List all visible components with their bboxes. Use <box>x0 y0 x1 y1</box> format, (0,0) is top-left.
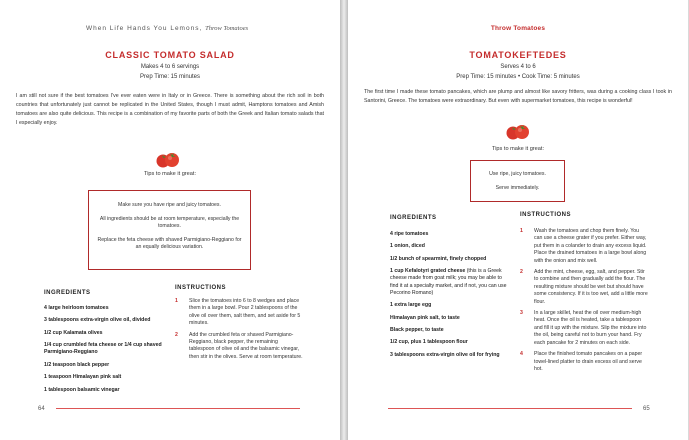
footer-rule <box>56 408 300 409</box>
servings: Makes 4 to 6 servings <box>140 64 200 70</box>
instruction-step: 2 Add the crumbled feta or shaved Parmigiano-Reggiano, black pepper, the remaining tablespoon of olive oil and the balsamic vinegar, then stir in the olives. Serve at room temperature. <box>175 331 303 360</box>
tips-label: Tips to make it great: <box>143 171 197 177</box>
running-head: Throw Tomatoes <box>490 25 546 32</box>
intro-paragraph: I am still not sure if the best tomatoes I've ever eaten were in Italy or in Greece. There is something about the rich soil in both countries that unfortunately just cannot be replicated in the United States, though I must admit, Hamptons tomatoes and Amish tomatoes are also quite delicious. This recipe is a combination of my favorite parts of both the Greek and Italian tomato salads that I especially enjoy. <box>16 93 324 126</box>
ingredient-item: 1/2 cup Kalamata olives <box>44 329 103 336</box>
instructions-list <box>520 228 648 377</box>
instructions-heading: INSTRUCTIONS <box>520 212 571 218</box>
tip-item: Use ripe, juicy tomatoes. <box>489 171 546 177</box>
running-head <box>86 25 248 32</box>
left-page <box>0 0 340 440</box>
recipe-title: TOMATOKEFTEDES <box>469 50 567 60</box>
ingredient-item: 1/2 bunch of spearmint, finely chopped <box>390 255 487 262</box>
tips-box <box>470 160 565 202</box>
recipe-title: CLASSIC TOMATO SALAD <box>105 50 235 60</box>
instruction-step: 2 Add the mint, cheese, egg, salt, and pepper. Stir to combine and then gradually add the flour. The resulting mixture should be wet but should have some consistency. If it is too wet, add a little more flour. <box>520 269 648 305</box>
tip-item: Serve immediately. <box>495 184 540 191</box>
instruction-step: 3 In a large skillet, heat the oil over medium-high heat. Once the oil is heated, take a tablespoon and fill it up with the mixture. Slip the mixture into the oil, being careful not to burn your hand. Fry each pancake for 2 minutes on each side. <box>520 310 647 346</box>
prep-time: Prep Time: 15 minutes <box>139 74 201 80</box>
ingredient-item: 1 onion, diced <box>390 243 425 250</box>
tomato-icon <box>504 122 532 140</box>
ingredient-item: 1/2 cup, plus 1 tablespoon flour <box>390 339 468 346</box>
instructions-list <box>175 298 303 365</box>
instruction-step: 1 Slice the tomatoes into 6 to 8 wedges and place them in a large bowl. Pour 2 tablespoons of the olive oil over them, salt them, and set aside for 5 minutes. <box>175 298 301 327</box>
ingredients-list <box>390 231 510 364</box>
ingredient-item: 1 cup Kefalotyri grated cheese (this is a Greek cheese made from goat milk; you may be able to find it at a specialty market, and if not, you can use Pecorino Romano) <box>390 268 507 296</box>
intro-paragraph: The first time I made these tomato pancakes, which are plump and almost like savory fritters, was during a cooking class I took in Santorini, Greece. The tomatoes were extraordinary. But even with supermarket tomatoes, this recipe is wonderful! <box>364 89 672 104</box>
prep-cook-time: Prep Time: 15 minutes • Cook Time: 5 minutes <box>456 74 580 80</box>
ingredients-heading: INGREDIENTS <box>390 215 437 221</box>
ingredient-item: 3 tablespoons extra-virgin olive oil for frying <box>390 351 500 358</box>
running-head-prefix: When Life Hands You Lemons, <box>86 25 203 32</box>
right-page <box>348 0 688 440</box>
ingredient-item: 1 tablespoon balsamic vinegar <box>44 386 120 393</box>
servings: Serves 4 to 6 <box>500 64 536 70</box>
instruction-step: 4 Place the finished tomato pancakes on a paper towel-lined platter to drain excess oil and serve hot. <box>520 351 643 372</box>
tomato-icon <box>154 150 182 168</box>
ingredient-item: 3 tablespoons extra-virgin olive oil, divided <box>44 317 151 324</box>
running-head-italic: Throw Tomatoes <box>205 25 249 32</box>
instruction-step: 1 Wash the tomatoes and chop them finely. You can use a cheese grater if you prefer. Either way, put them in a colander to drain any excess liquid. Place the drained tomatoes in a large bowl along with the onion and mix well. <box>520 228 647 264</box>
ingredient-item: 1/2 teaspoon black pepper <box>44 361 110 368</box>
page-number: 64 <box>38 406 45 412</box>
ingredient-item: 1 extra large egg <box>390 302 432 309</box>
instructions-heading: INSTRUCTIONS <box>175 285 226 291</box>
ingredient-item: 1/4 cup crumbled feta cheese or 1/4 cup shaved Parmigiano-Reggiano <box>44 342 162 356</box>
tip-item: Make sure you have ripe and juicy tomatoes. <box>118 202 221 208</box>
page-number: 65 <box>643 406 650 412</box>
ingredient-item: 1 teaspoon Himalayan pink salt <box>44 374 122 381</box>
ingredient-item: 4 ripe tomatoes <box>390 231 429 237</box>
tip-item: All ingredients should be at room temperature, especially the tomatoes. <box>99 215 240 229</box>
tips-box <box>88 190 251 270</box>
tip-item: Replace the feta cheese with shaved Parmigiano-Reggiano for an equally delicious variation. <box>97 236 242 250</box>
ingredient-item: Black pepper, to taste <box>390 326 444 333</box>
ingredient-item: 4 large heirloom tomatoes <box>44 305 109 311</box>
book-gutter <box>340 0 348 440</box>
ingredients-heading: INGREDIENTS <box>44 290 91 296</box>
ingredient-item: Himalayan pink salt, to taste <box>390 314 460 321</box>
tips-label: Tips to make it great: <box>491 146 545 152</box>
footer-rule <box>388 408 632 409</box>
ingredients-list <box>44 305 162 399</box>
